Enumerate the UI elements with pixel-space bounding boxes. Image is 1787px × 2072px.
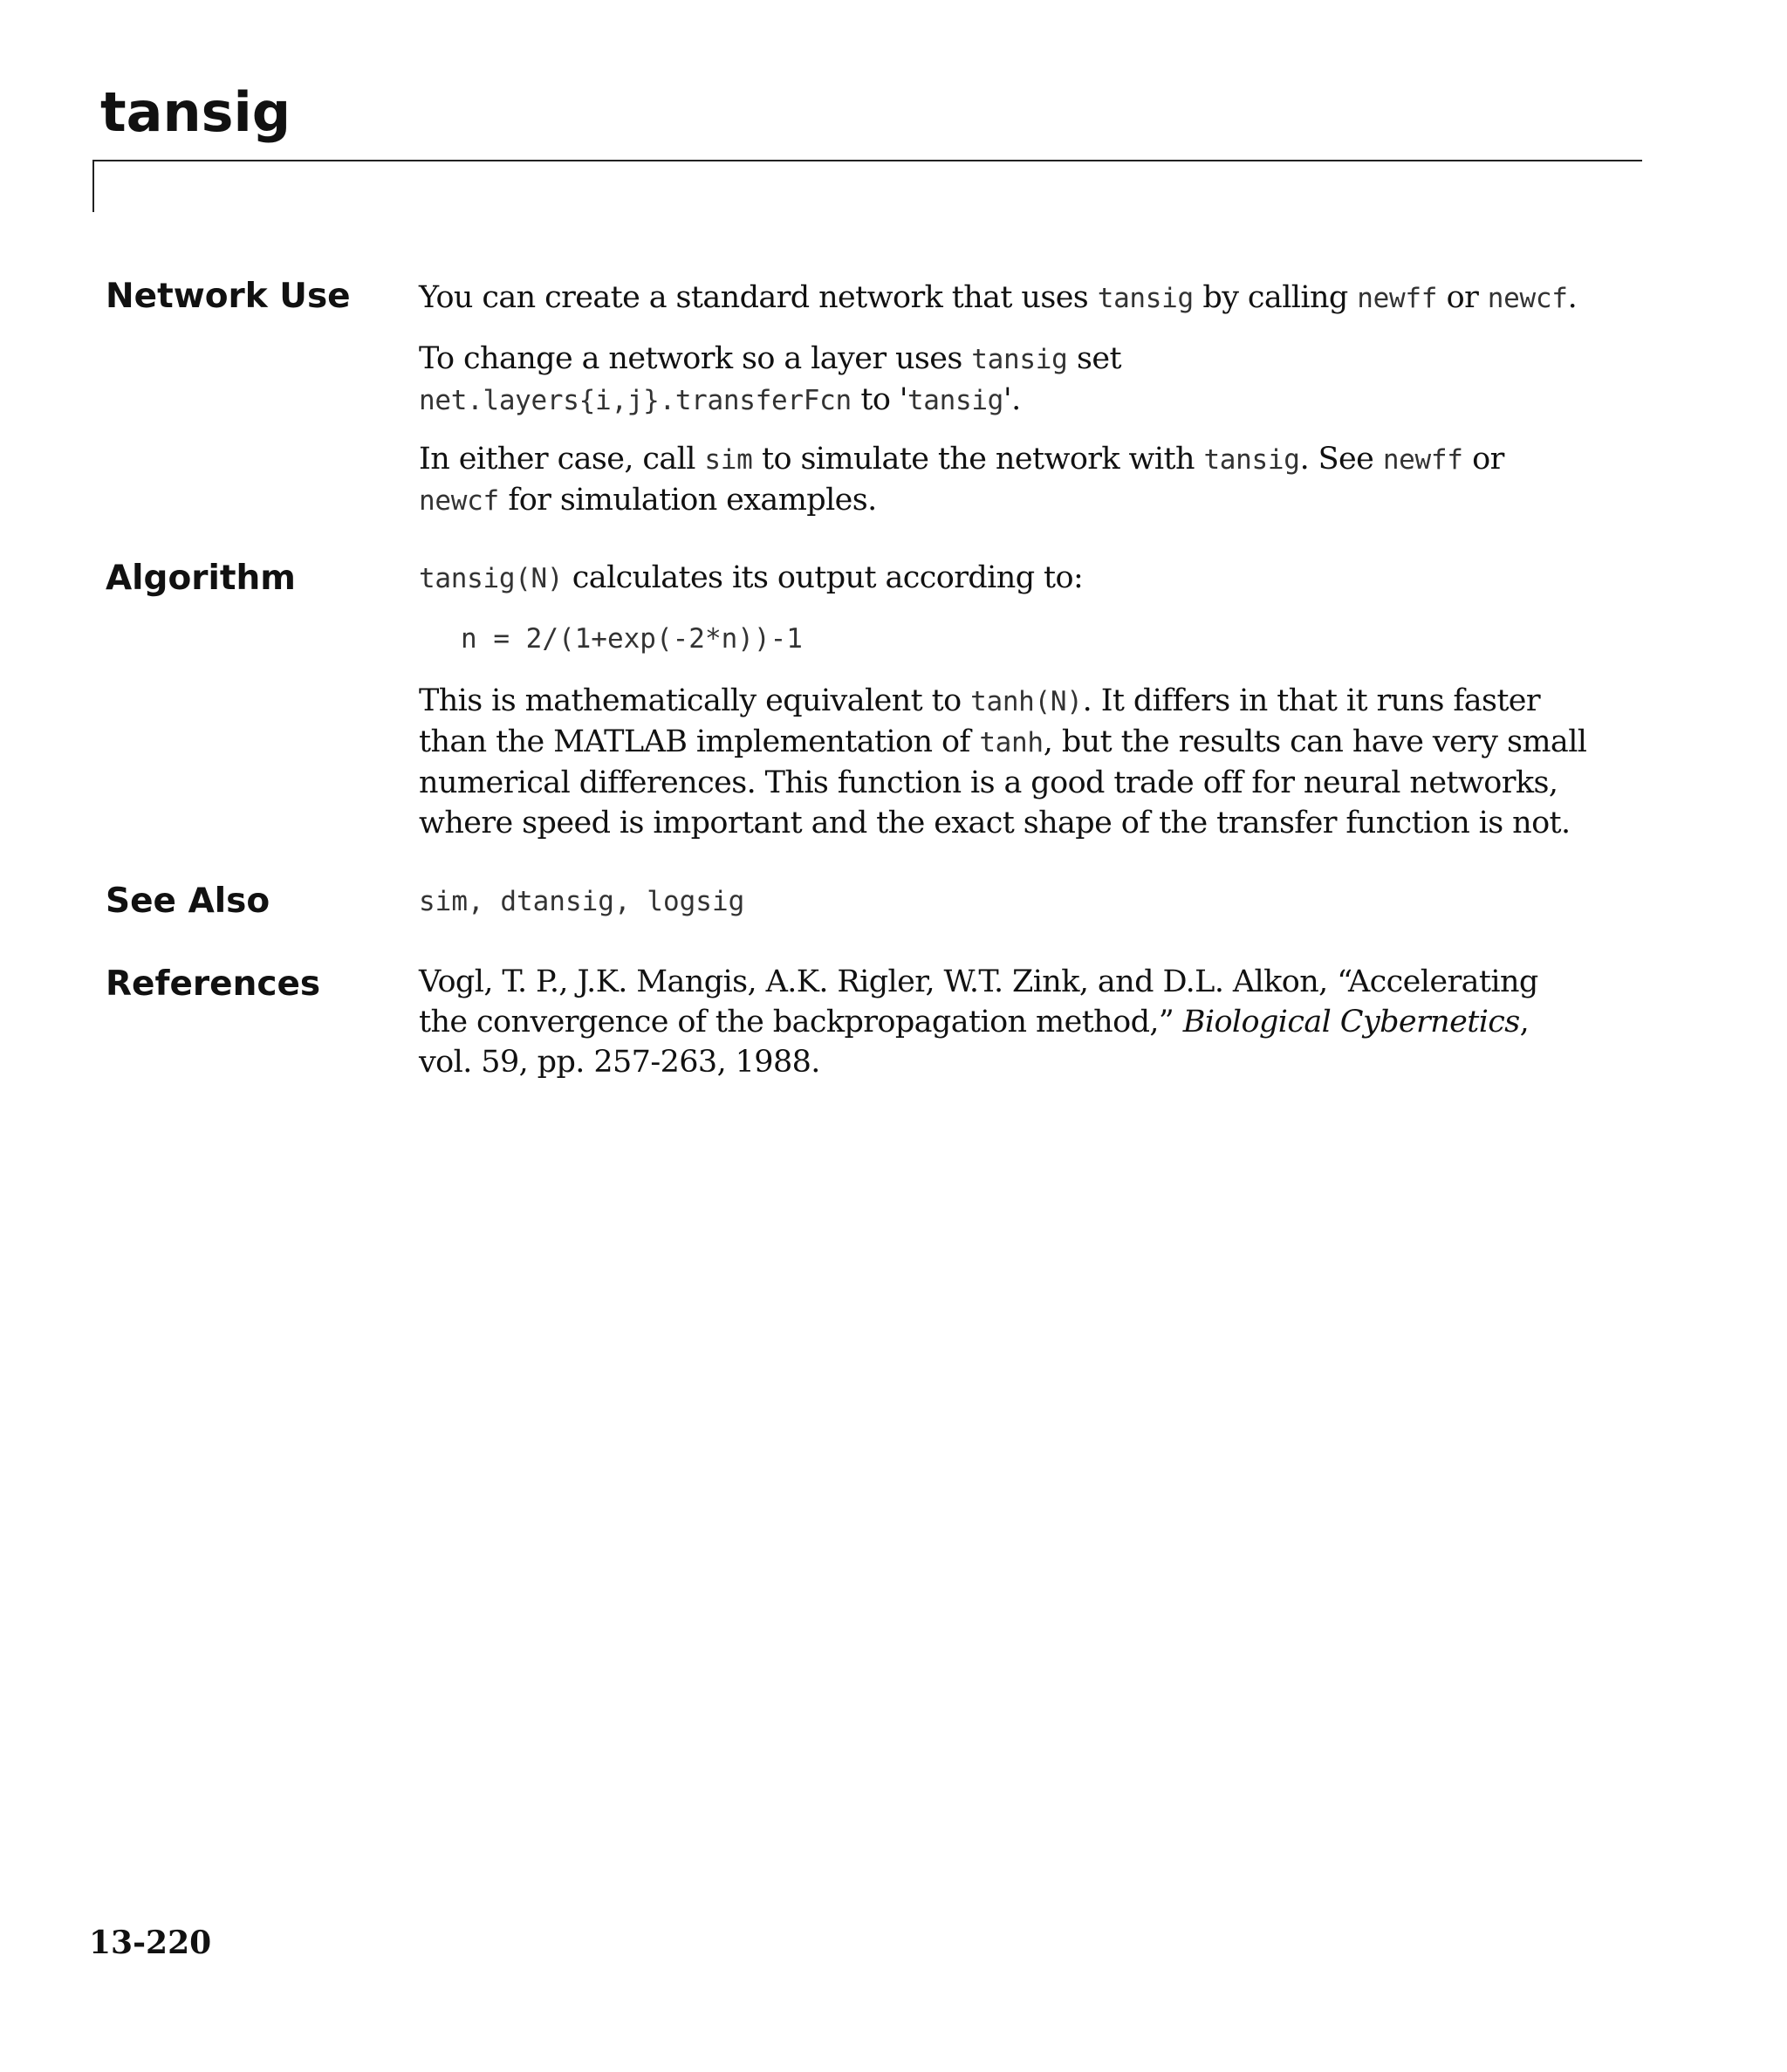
section-label-references: References — [106, 964, 321, 1004]
references-paragraph: Vogl, T. P., J.K. Mangis, A.K. Rigler, W.T. Zink, and D.L. Alkon, “Accelerating the convergence of the backpropagation method,” Biological Cybernetics, vol. 59, pp. 257-263, 1988. — [419, 964, 1538, 1080]
code-tanh: tanh — [979, 727, 1044, 758]
see-also-links: sim, dtansig, logsig — [419, 886, 745, 917]
code-tanh-n: tanh(N) — [970, 686, 1083, 717]
code-sim: sim — [704, 444, 753, 476]
page-title: tansig — [100, 80, 291, 144]
code-newff: newff — [1357, 283, 1438, 314]
network-use-paragraph-2: To change a network so a layer uses tansig set net.layers{i,j}.transferFcn to 'tansig'. — [419, 341, 1121, 417]
code-tansig: tansig — [1203, 444, 1300, 476]
algorithm-paragraph-1: tansig(N) calculates its output according to: — [419, 560, 1084, 595]
header-rule-tick — [92, 160, 94, 212]
code-newcf: newcf — [1487, 283, 1568, 314]
code-newcf: newcf — [419, 485, 499, 517]
algorithm-formula: n = 2/(1+exp(-2*n))-1 — [461, 623, 803, 655]
code-tansig-n: tansig(N) — [419, 563, 564, 594]
algorithm-paragraph-2: This is mathematically equivalent to tanh(N). It differs in that it runs faster than the MATLAB implementation of tanh, but the results can have very small numerical differences. This function is a good trade off for neural networks, where speed is important and the exact shape of the transfer function is not. — [419, 683, 1587, 840]
header-rule — [92, 160, 1642, 161]
section-label-network-use: Network Use — [106, 277, 351, 316]
code-tansig: tansig — [971, 344, 1068, 375]
code-newff: newff — [1382, 444, 1463, 476]
journal-title: Biological Cybernetics — [1182, 1005, 1520, 1039]
network-use-paragraph-1: You can create a standard network that uses tansig by calling newff or newcf. — [419, 280, 1578, 315]
code-tansig: tansig — [1097, 283, 1194, 314]
code-transfer-fcn: net.layers{i,j}.transferFcn — [419, 385, 852, 416]
section-label-see-also: See Also — [106, 882, 270, 921]
page-number: 13-220 — [89, 1924, 212, 1961]
code-tansig: tansig — [907, 385, 1004, 416]
network-use-paragraph-3: In either case, call sim to simulate the network with tansig. See newff or newcf for simulation examples. — [419, 442, 1504, 518]
section-label-algorithm: Algorithm — [106, 559, 296, 598]
